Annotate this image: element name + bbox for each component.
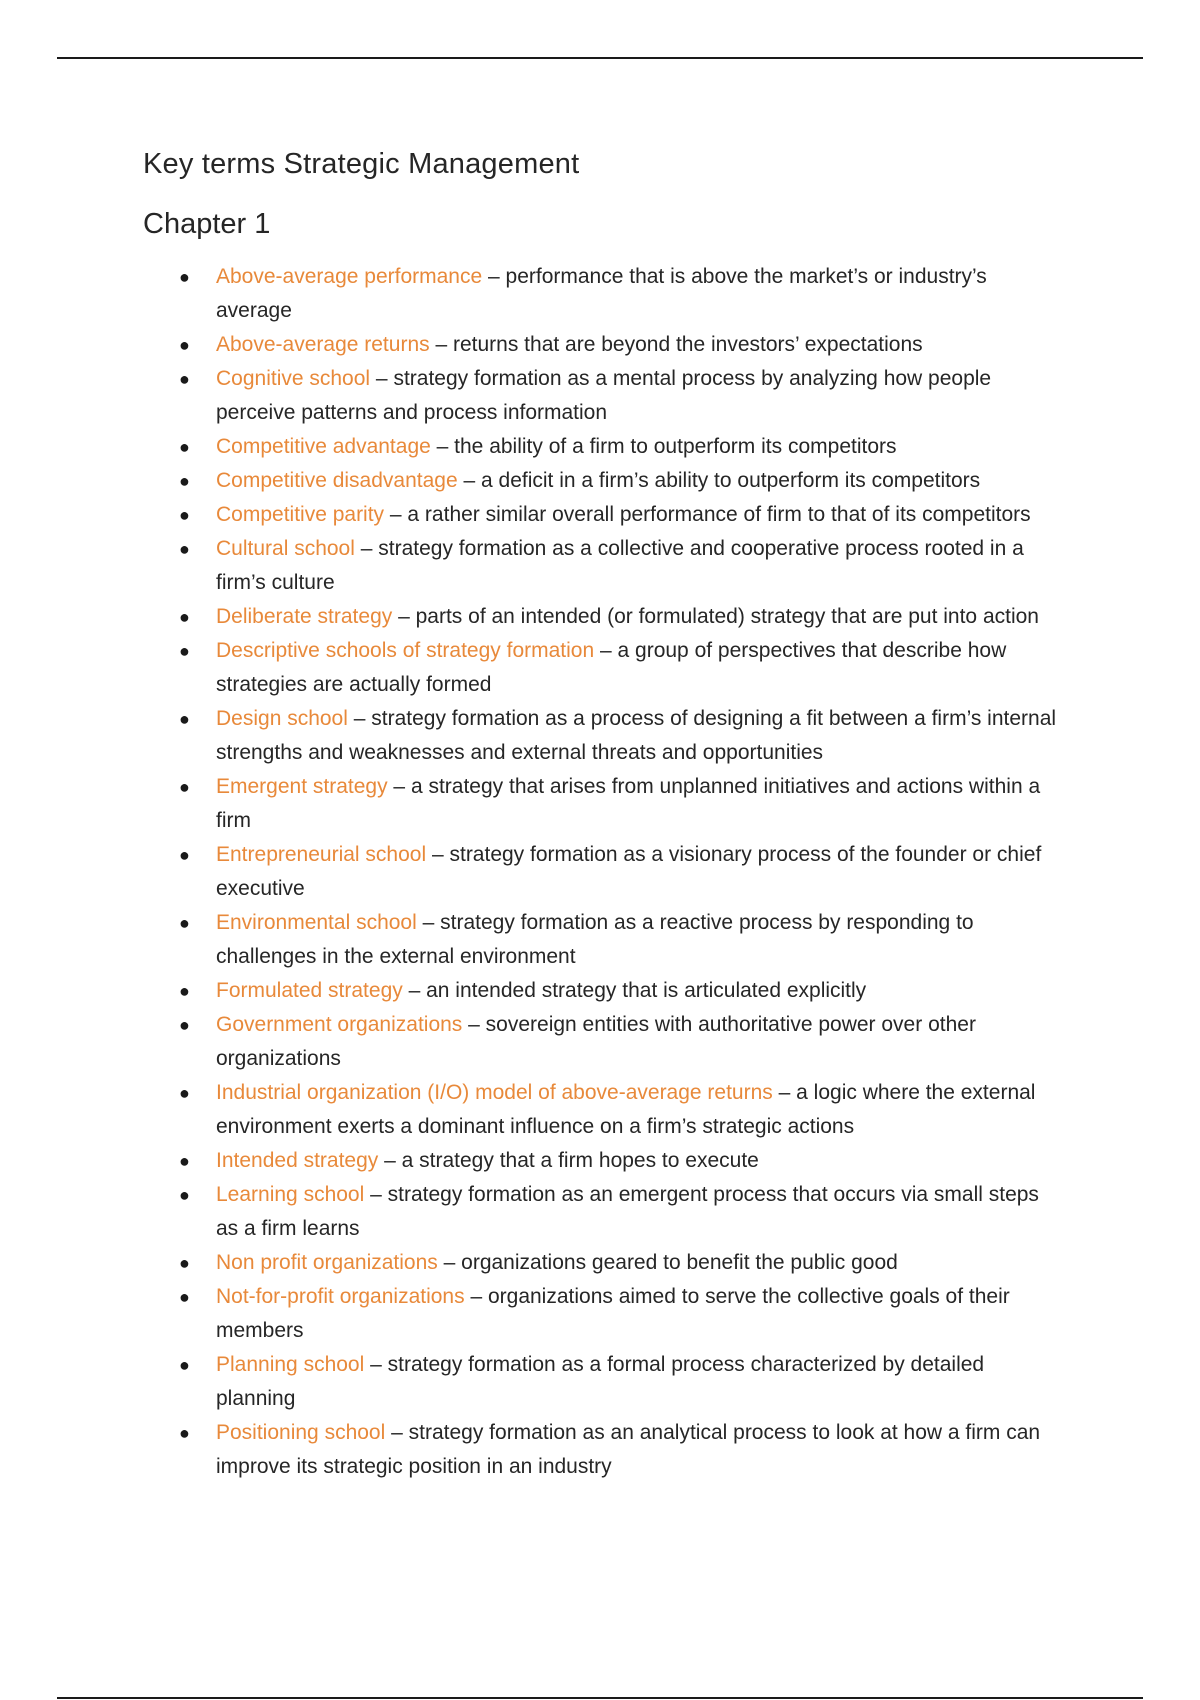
list-item (143, 1348, 1063, 1416)
term-label: Above-average returns (216, 333, 430, 356)
bullet-icon: ● (179, 267, 190, 287)
list-item (143, 1246, 1063, 1280)
list-item (143, 532, 1063, 600)
term-label: Environmental school (216, 911, 417, 934)
bullet-icon: ● (179, 335, 190, 355)
list-item (143, 1144, 1063, 1178)
key-terms-list (143, 260, 1063, 1484)
term-definition: the ability of a firm to outperform its competitors (454, 435, 897, 458)
term-separator: – (429, 333, 453, 356)
term-label: Above-average performance (216, 265, 483, 288)
term-label: Cultural school (216, 537, 355, 560)
term-separator: – (385, 1421, 409, 1444)
term-label: Competitive disadvantage (216, 469, 458, 492)
bullet-icon: ● (179, 777, 190, 797)
term-label: Learning school (216, 1183, 365, 1206)
bullet-icon: ● (179, 1287, 190, 1307)
document-title: Key terms Strategic Management (143, 148, 580, 180)
term-separator: – (464, 1285, 488, 1308)
term-definition: a group of perspectives that describe how strategies are actually formed (216, 639, 1007, 696)
list-item (143, 906, 1063, 974)
term-separator: – (387, 775, 411, 798)
list-item (143, 430, 1063, 464)
term-separator: – (482, 265, 506, 288)
term-definition: returns that are beyond the investors’ expectations (452, 333, 923, 356)
bullet-icon: ● (179, 1083, 190, 1103)
bullet-icon: ● (179, 1185, 190, 1205)
bullet-icon: ● (179, 1423, 190, 1443)
bullet-icon: ● (179, 913, 190, 933)
term-label: Positioning school (216, 1421, 386, 1444)
term-definition: strategy formation as a process of designing a fit between a firm’s internal strengths and weaknesses and external threats and opportunities (216, 707, 1057, 764)
term-separator: – (437, 1251, 462, 1274)
term-definition: strategy formation as a visionary process of the founder or chief executive (216, 843, 1042, 900)
bullet-icon: ● (179, 709, 190, 729)
bullet-icon: ● (179, 1355, 190, 1375)
document-body (143, 140, 1063, 1484)
term-definition: strategy formation as a reactive process by responding to challenges in the external environment (216, 911, 974, 968)
term-definition: organizations aimed to serve the collective goals of their members (216, 1285, 1010, 1342)
list-item (143, 838, 1063, 906)
term-separator: – (772, 1081, 797, 1104)
term-definition: a strategy that a firm hopes to execute (401, 1149, 759, 1172)
term-definition: strategy formation as an analytical process to look at how a firm can improve its strategic position in an industry (216, 1421, 1041, 1478)
term-label: Descriptive schools of strategy formation (216, 639, 595, 662)
term-definition: performance that is above the market’s or industry’s average (216, 265, 987, 322)
term-definition: an intended strategy that is articulated explicitly (426, 979, 867, 1002)
list-item (143, 498, 1063, 532)
term-label: Competitive advantage (216, 435, 431, 458)
list-item (143, 1076, 1063, 1144)
bullet-icon: ● (179, 845, 190, 865)
term-label: Government organizations (216, 1013, 463, 1036)
term-separator: – (378, 1149, 402, 1172)
term-definition: strategy formation as a formal process characterized by detailed planning (216, 1353, 985, 1410)
term-definition: strategy formation as a collective and cooperative process rooted in a firm’s culture (216, 537, 1024, 594)
bullet-icon: ● (179, 1253, 190, 1273)
term-label: Design school (216, 707, 348, 730)
term-definition: a rather similar overall performance of firm to that of its competitors (407, 503, 1031, 526)
bullet-icon: ● (179, 1151, 190, 1171)
term-separator: – (364, 1183, 388, 1206)
term-separator: – (354, 537, 379, 560)
bullet-icon: ● (179, 641, 190, 661)
bullet-icon: ● (179, 369, 190, 389)
term-separator: – (364, 1353, 388, 1376)
list-item (143, 770, 1063, 838)
term-separator: – (392, 605, 416, 628)
bullet-icon: ● (179, 539, 190, 559)
term-definition: sovereign entities with authoritative power over other organizations (216, 1013, 976, 1070)
term-separator: – (402, 979, 427, 1002)
term-label: Entrepreneurial school (216, 843, 427, 866)
header-rule (57, 57, 1143, 59)
list-item (143, 464, 1063, 498)
term-label: Intended strategy (216, 1149, 379, 1172)
term-label: Cognitive school (216, 367, 371, 390)
term-definition: parts of an intended (or formulated) strategy that are put into action (415, 605, 1039, 628)
term-separator: – (594, 639, 618, 662)
list-item (143, 1416, 1063, 1484)
term-label: Non profit organizations (216, 1251, 438, 1274)
term-definition: organizations geared to benefit the public good (461, 1251, 898, 1274)
term-separator: – (347, 707, 372, 730)
term-separator: – (430, 435, 455, 458)
term-definition: a deficit in a firm’s ability to outperform its competitors (481, 469, 981, 492)
list-item (143, 362, 1063, 430)
footer-rule (57, 1697, 1143, 1699)
term-label: Formulated strategy (216, 979, 403, 1002)
term-label: Emergent strategy (216, 775, 388, 798)
term-definition: strategy formation as a mental process by analyzing how people perceive patterns and process information (216, 367, 992, 424)
term-separator: – (370, 367, 394, 390)
term-separator: – (457, 469, 482, 492)
term-separator: – (416, 911, 441, 934)
list-item (143, 260, 1063, 328)
term-separator: – (462, 1013, 486, 1036)
list-item (143, 1280, 1063, 1348)
list-item (143, 634, 1063, 702)
term-label: Deliberate strategy (216, 605, 393, 628)
list-item (143, 1008, 1063, 1076)
bullet-icon: ● (179, 505, 190, 525)
term-label: Not-for-profit organizations (216, 1285, 465, 1308)
list-item (143, 328, 1063, 362)
list-item (143, 702, 1063, 770)
bullet-icon: ● (179, 607, 190, 627)
bullet-icon: ● (179, 471, 190, 491)
chapter-heading: Chapter 1 (143, 208, 271, 240)
list-item (143, 600, 1063, 634)
bullet-icon: ● (179, 981, 190, 1001)
bullet-icon: ● (179, 437, 190, 457)
term-definition: a logic where the external environment exerts a dominant influence on a firm’s strategic actions (216, 1081, 1036, 1138)
term-definition: strategy formation as an emergent process that occurs via small steps as a firm learns (216, 1183, 1039, 1240)
term-separator: – (384, 503, 408, 526)
term-definition: a strategy that arises from unplanned initiatives and actions within a firm (216, 775, 1041, 832)
bullet-icon: ● (179, 1015, 190, 1035)
term-separator: – (426, 843, 450, 866)
term-label: Planning school (216, 1353, 365, 1376)
term-label: Competitive parity (216, 503, 385, 526)
list-item (143, 974, 1063, 1008)
list-item (143, 1178, 1063, 1246)
term-label: Industrial organization (I/O) model of above-average returns (216, 1081, 773, 1104)
